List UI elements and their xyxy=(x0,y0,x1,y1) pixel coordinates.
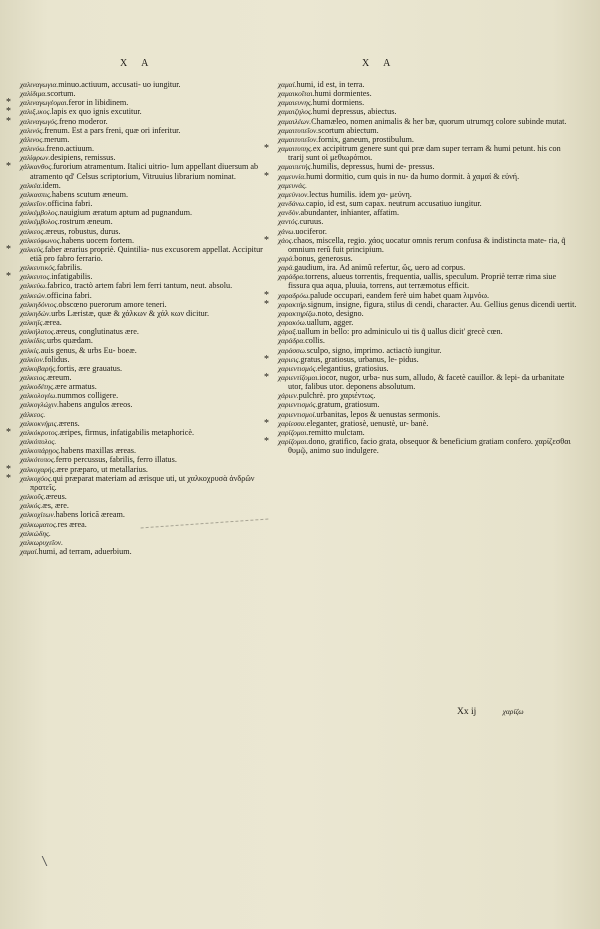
entry-headword: χαρακτήρ. xyxy=(278,299,308,309)
dictionary-entry xyxy=(278,419,578,428)
entry-definition: merum. xyxy=(44,134,70,144)
dictionary-entry xyxy=(278,117,578,126)
right-column xyxy=(278,80,578,455)
dictionary-entry xyxy=(278,208,578,217)
entry-headword: χαμαιτυπεῖον. xyxy=(278,134,319,144)
left-column-header: X A xyxy=(120,58,155,69)
entry-definition: fabrilis. xyxy=(56,263,83,273)
dictionary-entry xyxy=(20,455,268,464)
dictionary-entry xyxy=(278,410,578,419)
entry-headword: χαρακτηρίζω. xyxy=(278,308,318,318)
dictionary-entry xyxy=(20,107,268,116)
entry-headword: χαντός. xyxy=(278,217,300,227)
dictionary-entry xyxy=(20,291,268,300)
entry-headword: χάος. xyxy=(278,235,294,245)
entry-headword: χαλιναγωγός. xyxy=(20,116,59,126)
entry-definition: chaos, miscella, regio. χάος uocatur omnis rerum confusa & indistincta mate- ria, q̃ omnium rerũ fuit principium. xyxy=(288,235,566,254)
dictionary-entry xyxy=(278,309,578,318)
entry-definition: sculpo, signo, imprimo. actiactò iungitur. xyxy=(306,345,442,355)
entry-headword: χαλκόπυλος. xyxy=(20,437,57,447)
entry-definition: uallum in bello: pro adminiculo ui tis q̃ uallus dicit' grecè cœn. xyxy=(297,327,503,337)
entry-definition: capio, id est, sum capax. neutrum accusatiuo iungitur. xyxy=(305,199,482,209)
entry-headword: χαλκοχαρής. xyxy=(20,464,57,474)
dictionary-entry xyxy=(278,263,578,272)
dictionary-entry xyxy=(278,346,578,355)
dictionary-entry xyxy=(278,300,578,309)
entry-headword: χαλκασπις. xyxy=(20,189,52,199)
entry-headword: χάνω. xyxy=(278,226,296,236)
dictionary-entry xyxy=(20,263,268,272)
entry-headword: χαλινός. xyxy=(20,125,45,135)
dictionary-entry xyxy=(20,300,268,309)
entry-headword: χαράσσω. xyxy=(278,345,307,355)
dictionary-entry xyxy=(20,181,268,190)
dictionary-entry xyxy=(278,336,578,345)
dictionary-entry xyxy=(20,474,268,492)
dictionary-entry xyxy=(20,465,268,474)
entry-definition: ærea. xyxy=(44,318,62,328)
dictionary-entry xyxy=(278,355,578,364)
entry-definition: humi dormientes. xyxy=(314,89,372,99)
dictionary-entry xyxy=(278,391,578,400)
page-footer xyxy=(457,707,524,717)
entry-headword: χαλινόω. xyxy=(20,144,47,154)
entry-definition: ex accipitrum genere sunt qui præ dam super terram & humi petunt. his con trarij sunt οἱ μεθιωρόπιοι. xyxy=(288,144,561,163)
dictionary-entry xyxy=(20,400,268,409)
entry-definition: æreus, conglutinatus ære. xyxy=(55,327,139,337)
entry-headword: χαμαιζηλος. xyxy=(278,107,313,117)
entry-headword: χαλκηδόνιος. xyxy=(20,299,59,309)
entry-headword: χαμεύνιον. xyxy=(278,189,310,199)
entry-headword: χαλκειος. xyxy=(20,373,48,382)
entry-definition: collis. xyxy=(305,336,325,346)
entry-definition: fabrico, tractò artem fabri lem ferri tantum, neut. absolu. xyxy=(47,281,233,291)
entry-headword: χαριεντισμοί. xyxy=(278,409,317,419)
entry-headword: χαλκοχίτων. xyxy=(20,510,56,520)
entry-definition: æreum. xyxy=(47,373,72,382)
entry-definition: rostrum æneum. xyxy=(59,217,113,227)
entry-definition: habens angulos æreos. xyxy=(58,400,133,410)
entry-headword: χαλκεύω. xyxy=(20,281,48,291)
entry-headword: χαρά. xyxy=(278,253,295,263)
entry-headword: χάλκεος. xyxy=(20,409,46,419)
entry-headword: χαλκολογέω. xyxy=(20,391,58,401)
entry-headword: χαλκοῦς. xyxy=(20,492,46,502)
entry-definition: obscœno puerorum amore teneri. xyxy=(58,299,167,309)
entry-headword: χαλκωρυχεῖον. xyxy=(20,537,63,547)
dictionary-entry xyxy=(278,98,578,107)
entry-definition: curuus. xyxy=(299,217,324,227)
entry-definition: humi dormiens. xyxy=(312,98,365,108)
entry-definition: humilis, depressus, humi de- pressus. xyxy=(312,162,435,172)
entry-headword: χαμαιπετής. xyxy=(278,162,313,172)
entry-definition: ærens. xyxy=(58,418,80,428)
entry-definition: desipiens, remissus. xyxy=(50,153,116,163)
ink-mark xyxy=(42,856,56,866)
entry-definition: lapis ex quo ignis excutitur. xyxy=(51,107,142,117)
entry-definition: scortum. xyxy=(47,89,76,99)
entry-definition: remitto mulctam. xyxy=(308,427,365,437)
entry-definition: gratum, gratiosum. xyxy=(317,400,380,410)
dictionary-entry xyxy=(20,410,268,419)
entry-headword: χαλκογλώχιν. xyxy=(20,400,59,410)
entry-definition: iocor, nugor, urba- nus sum, alludo, & facetè cauillor. & lepi- da urbanitate utor, falibus utor. deponens absolutum. xyxy=(288,373,565,392)
entry-headword: χαλκοκνήμις. xyxy=(20,418,59,428)
dictionary-entry xyxy=(278,126,578,135)
dictionary-entry xyxy=(20,336,268,345)
entry-headword: χαμαί. xyxy=(20,546,39,556)
entry-headword: χάραξ. xyxy=(278,327,298,337)
entry-headword: χαλκηΐς. xyxy=(20,318,45,328)
entry-headword: χαμευνάς. xyxy=(278,180,307,190)
entry-headword: χαλκευτος. xyxy=(20,272,52,282)
entry-definition: feror in libidinem. xyxy=(68,98,129,108)
entry-definition: pulchrè. pro χαριέντως. xyxy=(298,391,376,401)
signature-mark: Xx ij xyxy=(457,707,477,717)
dictionary-entry xyxy=(20,346,268,355)
entry-definition: furorium atramentum. Italici uitrio- lum appellant diuersum ab atramento qd' Celsus scriptorium, Vitruuius librarium nominat. xyxy=(30,162,259,181)
entry-headword: χαρακόω. xyxy=(278,318,307,328)
entry-definition: auis genus, & urbs Eu- boeæ. xyxy=(40,345,137,355)
entry-headword: χαλιναγωγια. xyxy=(20,80,59,89)
dictionary-entry xyxy=(20,437,268,446)
entry-headword: χαμαιτυπεῖον. xyxy=(278,125,319,135)
dictionary-entry xyxy=(20,492,268,501)
dictionary-entry xyxy=(20,309,268,318)
entry-headword: χαλκεών. xyxy=(20,290,47,300)
entry-definition: nauigium æratum aptum ad pugnandum. xyxy=(59,208,193,218)
entry-headword: χαμαικοῖται. xyxy=(278,89,315,99)
dictionary-entry xyxy=(278,89,578,98)
dictionary-entry xyxy=(20,144,268,153)
entry-headword: χαράδρα. xyxy=(278,272,306,282)
entry-definition: æs, ære. xyxy=(42,501,69,511)
dictionary-entry xyxy=(20,272,268,281)
entry-headword: χαριεντίζομαι. xyxy=(278,373,320,382)
entry-definition: nummos colligere. xyxy=(57,391,119,401)
dictionary-entry xyxy=(20,373,268,382)
entry-definition: uociferor. xyxy=(295,226,327,236)
dictionary-entry xyxy=(20,547,268,556)
entry-definition: urbs Læristæ, quæ & χάλκων & χάλ κων dicitur. xyxy=(51,308,210,318)
dictionary-entry xyxy=(20,199,268,208)
entry-definition: officina fabri. xyxy=(47,199,93,209)
dictionary-entry xyxy=(278,254,578,263)
entry-definition: qui præparat materiam ad ærisque uti, ut χαλκοχρυσὰ ἀνδρῶν πρατεῖς. xyxy=(30,473,255,492)
entry-headword: χαμευνία. xyxy=(278,171,307,181)
dictionary-entry xyxy=(278,190,578,199)
entry-headword: χαράδρα. xyxy=(278,336,306,346)
dictionary-entry xyxy=(278,318,578,327)
entry-definition: urbs quædam. xyxy=(46,336,93,346)
entry-definition: infatigabilis. xyxy=(51,272,93,282)
entry-definition: æreus. xyxy=(45,492,67,502)
dictionary-entry xyxy=(20,391,268,400)
entry-headword: χαλκεῖον. xyxy=(20,199,48,209)
entry-definition: torrens, alueus torrentis, frequentia, uallis, speculum. Propriè terræ rima siue fissura qua aqua, pluuia, torrens, aut terræmotus efficit. xyxy=(288,272,557,291)
dictionary-entry xyxy=(278,199,578,208)
entry-definition: dono, gratifico, facio grata, obsequor & beneficium gratiam confero. χαρίζεσθαι θυμῷ, animo suo indulgere. xyxy=(288,437,571,456)
entry-headword: χάριεν. xyxy=(278,391,299,401)
entry-headword: χαμαί. xyxy=(278,80,297,89)
entry-headword: χαλκέμβολος. xyxy=(20,208,60,218)
entry-definition: officina fabri. xyxy=(46,290,92,300)
dictionary-entry xyxy=(278,373,578,391)
dictionary-entry xyxy=(20,135,268,144)
dictionary-entry xyxy=(20,208,268,217)
entry-headword: χαλκέμβολος. xyxy=(20,217,60,227)
dictionary-entry xyxy=(20,98,268,107)
entry-definition: minuo.actiuum, accusati- uo iungitur. xyxy=(58,80,181,89)
entry-definition: fortis, ære grauatus. xyxy=(57,363,123,373)
dictionary-entry xyxy=(278,172,578,181)
entry-headword: χαρίζομαι. xyxy=(278,437,309,447)
dictionary-entry xyxy=(20,428,268,437)
entry-definition: humi dormitio, cum quis in nu- da humo dormit. à χαμαί & εὐνή. xyxy=(306,171,520,181)
dictionary-entry xyxy=(20,538,268,547)
dictionary-entry xyxy=(20,126,268,135)
dictionary-entry xyxy=(20,419,268,428)
dictionary-entry xyxy=(20,245,268,263)
entry-definition: abundanter, inhianter, affatim. xyxy=(300,208,400,218)
entry-headword: χαρίζομαι. xyxy=(278,427,309,437)
entry-definition: noto, designo. xyxy=(317,308,364,318)
dictionary-entry xyxy=(20,318,268,327)
dictionary-entry xyxy=(20,117,268,126)
entry-headword: χαλκοπάρῃος. xyxy=(20,446,61,456)
entry-definition: æripes, firmus, infatigabilis metaphoricè. xyxy=(59,427,195,437)
dictionary-entry xyxy=(278,80,578,89)
dictionary-entry xyxy=(278,400,578,409)
entry-headword: χαραδρόω. xyxy=(278,290,311,300)
entry-definition: elegantius, gratiosius. xyxy=(317,363,389,373)
entry-headword: χαλκηδών. xyxy=(20,308,52,318)
entry-headword: χαλκώδης. xyxy=(20,528,51,538)
right-column-header: X A xyxy=(362,58,397,69)
entry-definition: scortum abiectum. xyxy=(318,125,379,135)
entry-headword: χαλκίδες. xyxy=(20,336,47,346)
dictionary-entry xyxy=(20,227,268,236)
entry-headword: χαλιναγωγέομαι. xyxy=(20,98,69,108)
dictionary-entry xyxy=(20,236,268,245)
dictionary-entry xyxy=(278,272,578,290)
entry-headword: χαλκότυπος. xyxy=(20,455,56,465)
entry-definition: freno.actiuum. xyxy=(46,144,95,154)
dictionary-entry xyxy=(20,364,268,373)
catchword: χαρίζω xyxy=(502,707,524,716)
entry-definition: habens maxillas æreas. xyxy=(60,446,137,456)
entry-headword: χαλκεύς. xyxy=(20,244,45,254)
dictionary-entry xyxy=(20,190,268,199)
entry-headword: χαμαιτυπης. xyxy=(278,144,313,154)
entry-headword: χαλκεος. xyxy=(20,226,46,236)
dictionary-entry xyxy=(278,437,578,455)
dictionary-entry xyxy=(20,355,268,364)
entry-headword: χαλκίον. xyxy=(20,354,45,364)
entry-definition: palude occupari, eandem ferè uim habet quam λιμνόω. xyxy=(310,290,490,300)
entry-definition: signum, insigne, figura, stilus di cendi, character. Au. Gellius genus dicendi uertit. xyxy=(307,299,577,309)
dictionary-entry xyxy=(278,181,578,190)
entry-definition: idem. xyxy=(42,180,61,190)
entry-definition: lectus humilis. idem χα- μεύνη. xyxy=(309,189,412,199)
dictionary-entry xyxy=(20,529,268,538)
entry-definition: ære armatus. xyxy=(54,382,97,392)
entry-headword: χαλίφρων. xyxy=(20,153,51,163)
dictionary-entry xyxy=(20,382,268,391)
entry-definition: gratus, gratiosus, urbanus, le- pidus. xyxy=(300,354,419,364)
entry-headword: χαμαιλέων. xyxy=(278,116,312,126)
entry-definition: habens uocem fortem. xyxy=(61,235,134,245)
entry-definition: freno moderor. xyxy=(58,116,108,126)
entry-definition: res ærea. xyxy=(57,519,87,529)
entry-headword: χαλκοδέτης. xyxy=(20,382,55,392)
dictionary-entry xyxy=(278,107,578,116)
dictionary-entry xyxy=(278,217,578,226)
entry-headword: χαλιξ,ικος. xyxy=(20,107,52,117)
entry-headword: χαλκίς. xyxy=(20,345,41,355)
dictionary-entry xyxy=(278,144,578,162)
entry-headword: χαλκόκροτος. xyxy=(20,427,60,437)
dictionary-entry xyxy=(278,236,578,254)
entry-headword: χαμαιευνης. xyxy=(278,98,313,108)
entry-headword: χανδὸν. xyxy=(278,208,301,218)
dictionary-entry xyxy=(20,446,268,455)
entry-definition: Chamæleo, nomen animalis & her bæ, quorum utrumqʒ colore subinde mutat. xyxy=(311,116,567,126)
entry-definition: habens scutum æneum. xyxy=(51,189,129,199)
entry-definition: ære præparo, ut metallarius. xyxy=(56,464,148,474)
entry-definition: uallum, agger. xyxy=(306,318,354,328)
dictionary-entry xyxy=(278,135,578,144)
entry-definition: habens loricā æream. xyxy=(55,510,125,520)
entry-headword: χαριεντισμός. xyxy=(278,363,318,373)
dictionary-entry xyxy=(20,89,268,98)
dictionary-entry xyxy=(278,327,578,336)
entry-headword: χαλκός. xyxy=(20,501,43,511)
dictionary-entry xyxy=(20,162,268,180)
entry-definition: humi, id est, in terra. xyxy=(296,80,365,89)
entry-definition: eleganter, gratiosè, uenustè, ur- banè. xyxy=(306,418,429,428)
entry-headword: χαλκήλατος. xyxy=(20,327,56,337)
entry-definition: frenum. Est a pars freni, quæ ori inferitur. xyxy=(44,125,181,135)
entry-definition: gaudium, ira. Ad animũ refertur, ὥς, uero ad corpus. xyxy=(294,263,466,273)
entry-headword: χαρίεσσα. xyxy=(278,418,307,428)
dictionary-entry xyxy=(20,281,268,290)
entry-definition: æreus, robustus, durus. xyxy=(45,226,121,236)
dictionary-entry xyxy=(278,162,578,171)
entry-headword: χαλκευτικός. xyxy=(20,263,57,273)
entry-headword: χαλκωματος. xyxy=(20,519,58,529)
dictionary-entry xyxy=(20,80,268,89)
entry-headword: χαλκοβαρής. xyxy=(20,363,58,373)
entry-definition: humi, ad terram, aduerbium. xyxy=(38,546,132,556)
entry-headword: χάλινος. xyxy=(20,134,45,144)
entry-headword: χαρά. xyxy=(278,263,295,273)
entry-definition: fornix, ganeum, prostibulum. xyxy=(318,134,414,144)
dictionary-entry xyxy=(278,428,578,437)
dictionary-entry xyxy=(278,291,578,300)
entry-definition: folidus. xyxy=(44,354,70,364)
entry-headword: χαλκεόφωνος. xyxy=(20,235,62,245)
entry-definition: humi depressus, abiectus. xyxy=(312,107,397,117)
dictionary-entry xyxy=(20,327,268,336)
dictionary-entry xyxy=(20,153,268,162)
entry-headword: χανδάνω. xyxy=(278,199,306,209)
entry-headword: χάλκανθος. xyxy=(20,162,54,172)
dictionary-entry xyxy=(20,217,268,226)
entry-headword: χαριεις. xyxy=(278,354,301,364)
dictionary-entry xyxy=(278,227,578,236)
entry-definition: faber ærarius propriè. Quintilia- nus excusorem appellat. Accipitur etiã pro fabro ferrario. xyxy=(30,244,263,263)
entry-definition: bonus, generosus. xyxy=(294,253,353,263)
left-column xyxy=(20,80,268,556)
entry-headword: χαλίδιμα. xyxy=(20,89,48,99)
entry-definition: urbanitas, lepos & uenustas sermonis. xyxy=(316,409,441,419)
entry-headword: χαλκέα. xyxy=(20,180,43,190)
entry-headword: χαλκοχόος. xyxy=(20,473,53,483)
entry-definition: ferro percussus, fabrilis, ferro illatus. xyxy=(55,455,177,465)
entry-headword: χαριεντισμός. xyxy=(278,400,318,410)
dictionary-entry xyxy=(278,364,578,373)
